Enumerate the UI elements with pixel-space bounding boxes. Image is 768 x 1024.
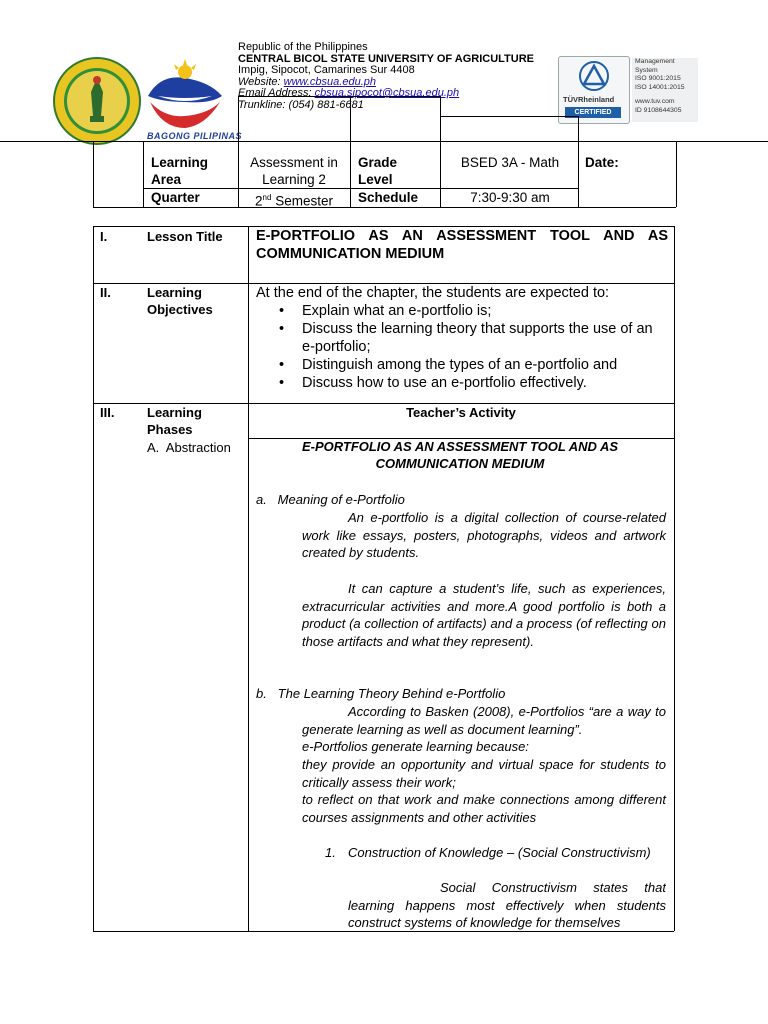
learning-area-label: Learning Area bbox=[151, 155, 209, 187]
email-line: Email Address: cbsua.sipocot@cbsua.edu.ph bbox=[238, 87, 460, 99]
part-b-heading: b. The Learning Theory Behind e-Portfolio bbox=[256, 686, 506, 701]
teachers-activity-heading: Teacher’s Activity bbox=[406, 405, 516, 420]
part-b-paragraph-1: According to Basken (2008), e-Portfolios “are a way to generate learning as well as document learning”. bbox=[302, 704, 666, 737]
bagong-pilipinas-text: BAGONG PILIPINAS bbox=[147, 131, 243, 141]
tuv-triangle-icon bbox=[577, 61, 611, 91]
part-a-heading: a. Meaning of e-Portfolio bbox=[256, 492, 405, 507]
objective-item: • Discuss how to use an e-portfolio effectively. bbox=[302, 374, 668, 392]
university-seal-logo bbox=[52, 56, 142, 146]
item-1-number: 1. bbox=[325, 845, 336, 860]
objective-item: • Explain what an e-portfolio is; bbox=[302, 302, 668, 320]
objective-item: • Distinguish among the types of an e-portfolio and bbox=[302, 356, 668, 374]
tuv-certification-badge bbox=[558, 56, 630, 124]
email-link[interactable]: cbsua.sipocot@cbsua.edu.ph bbox=[314, 87, 460, 99]
tuv-brand-text: TÜVRheinland bbox=[563, 95, 615, 104]
website-link[interactable]: www.cbsua.edu.ph bbox=[283, 75, 376, 88]
item-1-body: Social Constructivism states that learning happens most effectively when students construct systems of knowledge for themselves bbox=[348, 880, 666, 930]
certification-details: Management System ISO 9001:2015 ISO 14001:2015 www.tuv.com ID 9108644305 bbox=[632, 58, 698, 122]
objective-item: • Discuss the learning theory that supports the use of an e-portfolio; bbox=[302, 320, 668, 356]
learning-area-value: Assessment in Learning 2 bbox=[250, 155, 338, 187]
learning-phases-label: Learning Phases bbox=[147, 405, 202, 437]
website-line: Website: www.cbsua.edu.ph bbox=[238, 75, 376, 88]
section-3-number: III. bbox=[100, 405, 115, 420]
lesson-title-label: Lesson Title bbox=[147, 229, 223, 244]
learning-objectives bbox=[256, 284, 668, 392]
item-1-title: Construction of Knowledge – (Social Constructivism) bbox=[348, 845, 651, 860]
header-divider bbox=[0, 141, 768, 142]
part-a-paragraph-1: An e-portfolio is a digital collection of course-related work like essays, posters, photographs, videos and artwork created by students. bbox=[302, 510, 666, 560]
section-2-number: II. bbox=[100, 285, 111, 300]
quarter-value: 2nd Semester bbox=[255, 193, 333, 209]
part-b-line-2: e-Portfolios generate learning because: bbox=[302, 739, 529, 754]
learning-objectives-label: Learning Objectives bbox=[147, 285, 213, 317]
date-label: Date: bbox=[585, 155, 619, 170]
university-name: CENTRAL BICOL STATE UNIVERSITY OF AGRICULTURE bbox=[238, 52, 534, 65]
part-b-line-4: to reflect on that work and make connections among different courses assignments and other activities bbox=[302, 792, 666, 825]
objectives-intro: At the end of the chapter, the students are expected to: bbox=[256, 285, 610, 301]
schedule-value: 7:30-9:30 am bbox=[470, 190, 550, 205]
lesson-title: E-PORTFOLIO AS AN ASSESSMENT TOOL AND AS COMMUNICATION MEDIUM bbox=[256, 228, 668, 262]
tuv-certified-text: CERTIFIED bbox=[565, 107, 621, 118]
trunkline: Trunkline: (054) 881-6681 bbox=[238, 98, 364, 111]
abstraction-title: E-PORTFOLIO AS AN ASSESSMENT TOOL AND AS COMMUNICATION MEDIUM bbox=[301, 439, 619, 471]
schedule-label: Schedule bbox=[358, 190, 419, 205]
quarter-label: Quarter bbox=[151, 190, 200, 205]
grade-level-label: Grade Level bbox=[358, 155, 398, 187]
republic-line: Republic of the Philippines bbox=[238, 41, 368, 53]
section-1-number: I. bbox=[100, 229, 108, 244]
grade-level-value: BSED 3A - Math bbox=[460, 155, 560, 170]
part-b-line-3: they provide an opportunity and virtual space for students to critically assess their work; bbox=[302, 757, 666, 790]
phase-abstraction-label: A. Abstraction bbox=[147, 440, 231, 455]
address-line: Impig, Sipocot, Camarines Sur 4408 bbox=[238, 64, 415, 76]
part-a-paragraph-2: It can capture a student’s life, such as experiences, extracurricular activities and more.A good portfolio is both a product (a collection of artifacts) and a process (of reflecting on those artifacts and what they represent). bbox=[302, 581, 666, 649]
bagong-pilipinas-logo bbox=[140, 56, 230, 134]
letterhead bbox=[238, 42, 534, 111]
